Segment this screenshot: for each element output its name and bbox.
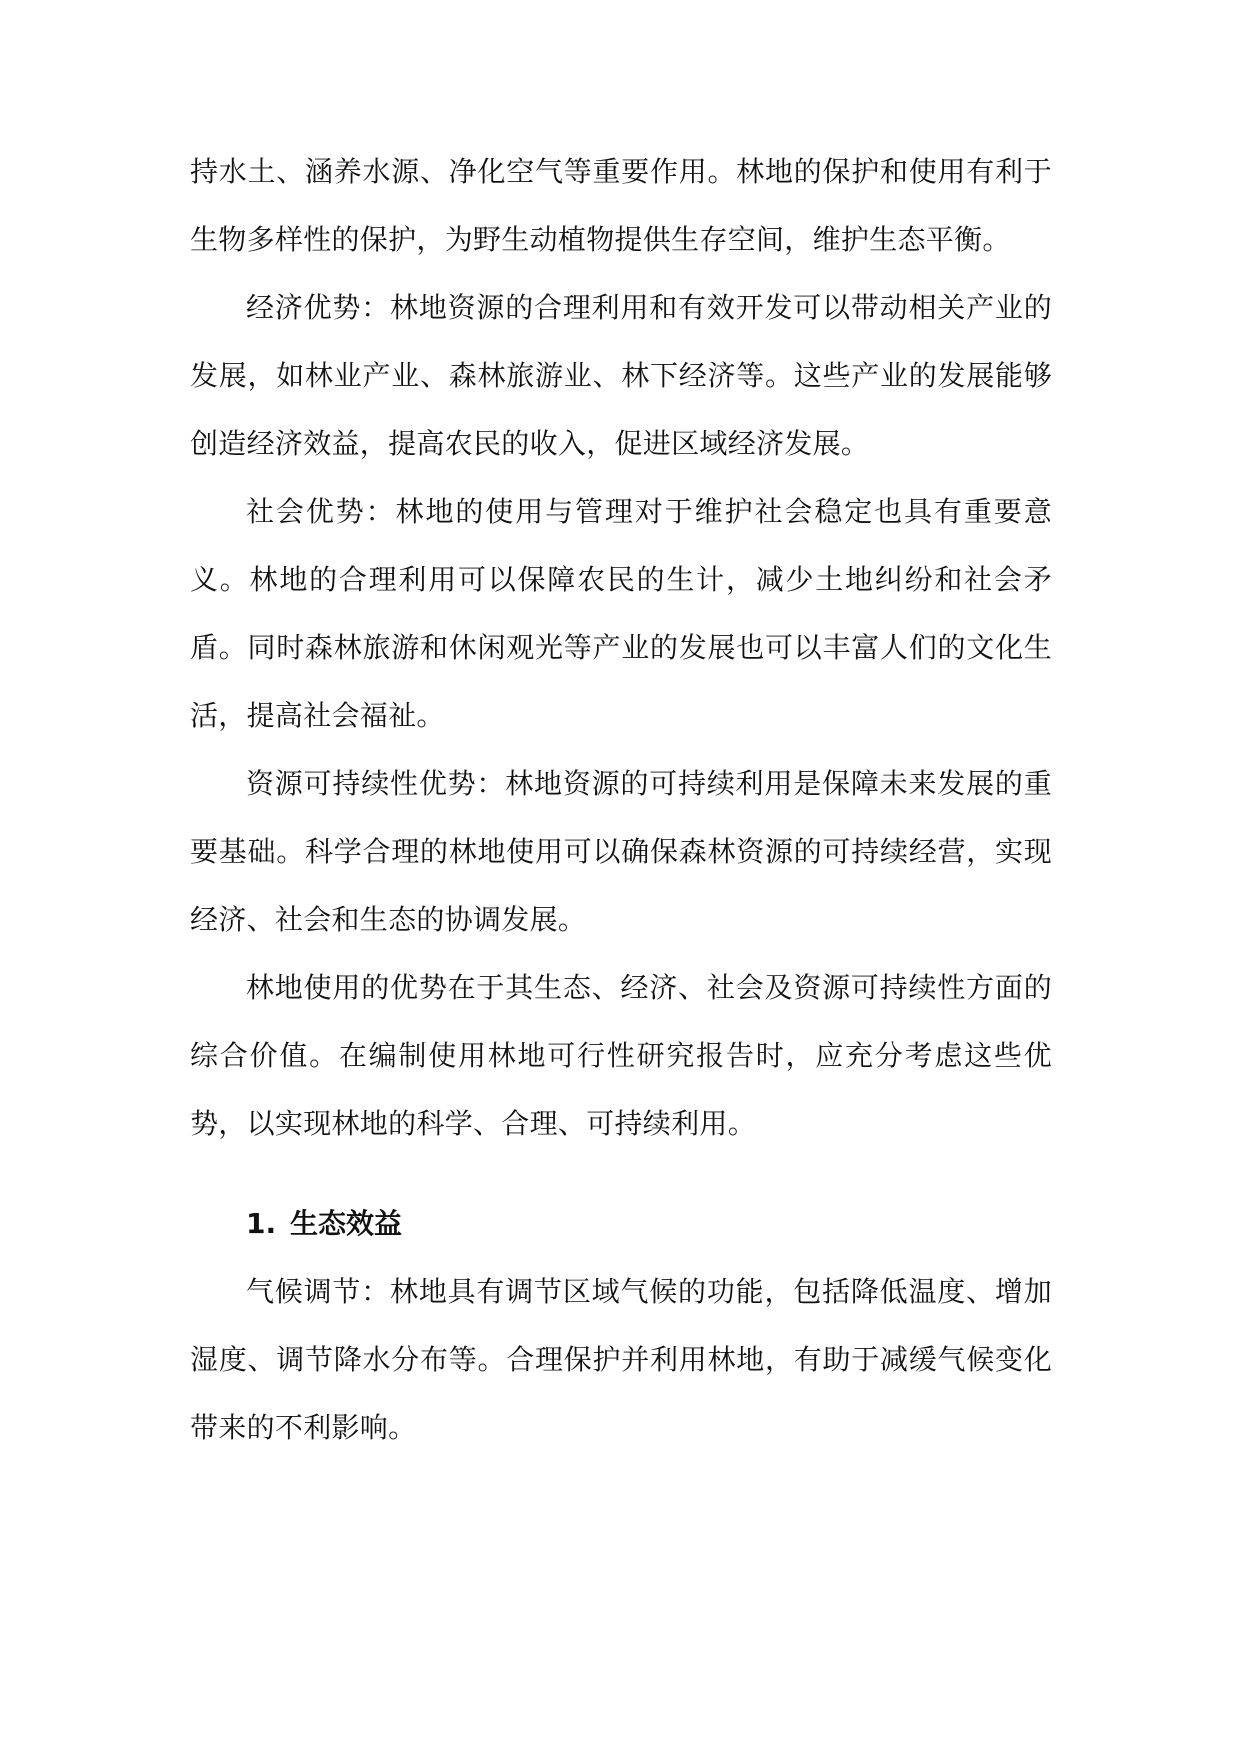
document-body — [190, 138, 1052, 1462]
paragraph-economic-advantage: 经济优势：林地资源的合理利用和有效开发可以带动相关产业的发展，如林业产业、森林旅游业、林下经济等。这些产业的发展能够创造经济效益，提高农民的收入，促进区域经济发展。 — [190, 291, 1052, 460]
paragraph-summary: 林地使用的优势在于其生态、经济、社会及资源可持续性方面的综合价值。在编制使用林地可行性研究报告时，应充分考虑这些优势，以实现林地的科学、合理、可持续利用。 — [190, 971, 1052, 1140]
paragraph-sustainability-advantage: 资源可持续性优势：林地资源的可持续利用是保障未来发展的重要基础。科学合理的林地使用可以确保森林资源的可持续经营，实现经济、社会和生态的协调发展。 — [190, 767, 1052, 936]
section-heading — [190, 1190, 1052, 1258]
section-title: 生态效益 — [290, 1207, 403, 1240]
paragraph-climate-regulation: 气候调节：林地具有调节区域气候的功能，包括降低温度、增加湿度、调节降水分布等。合理保护并利用林地，有助于减缓气候变化带来的不利影响。 — [190, 1275, 1052, 1444]
paragraph-social-advantage: 社会优势：林地的使用与管理对于维护社会稳定也具有重要意义。林地的合理利用可以保障农民的生计，减少土地纠纷和社会矛盾。同时森林旅游和休闲观光等产业的发展也可以丰富人们的文化生活，提高社会福祉。 — [190, 495, 1052, 732]
paragraph-continuation: 持水土、涵养水源、净化空气等重要作用。林地的保护和使用有利于生物多样性的保护，为野生动植物提供生存空间，维护生态平衡。 — [190, 155, 1052, 256]
section-number: 1. — [246, 1207, 277, 1240]
